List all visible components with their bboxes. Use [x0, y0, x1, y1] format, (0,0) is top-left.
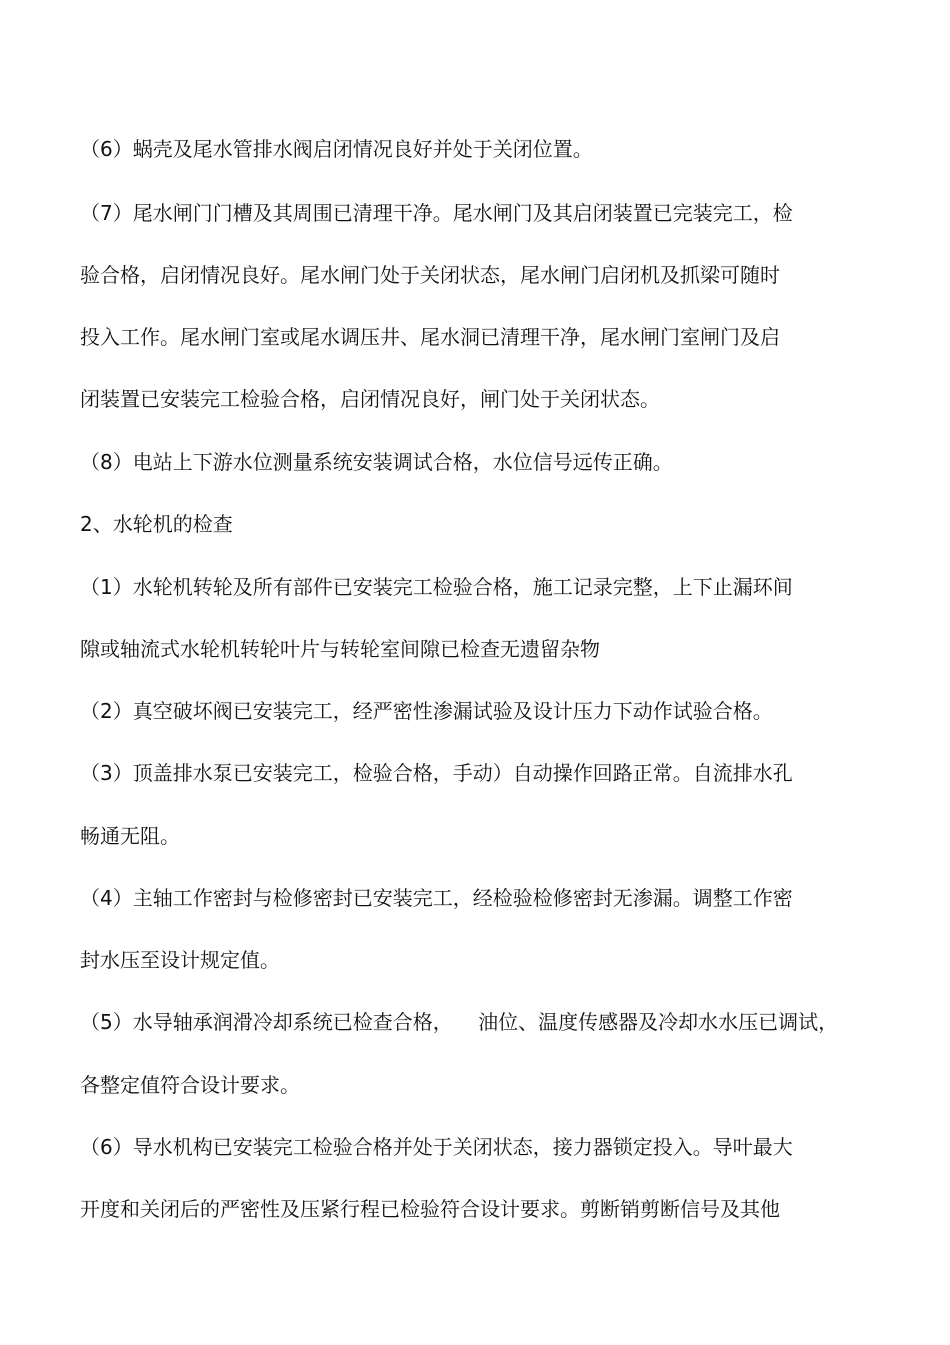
text-line: （4）主轴工作密封与检修密封已安装完工，经检验检修密封无渗漏。调整工作密	[80, 886, 793, 910]
text-line: （5）水导轴承润滑冷却系统已检查合格， 油位、温度传感器及冷却水水压已调试，	[80, 1010, 839, 1034]
text-line: （2）真空破坏阀已安装完工，经严密性渗漏试验及设计压力下动作试验合格。	[80, 699, 773, 723]
text-line: （6）蜗壳及尾水管排水阀启闭情况良好并处于关闭位置。	[80, 137, 593, 161]
text-line: （1）水轮机转轮及所有部件已安装完工检验合格，施工记录完整，上下止漏环间	[80, 575, 793, 599]
text-line: 开度和关闭后的严密性及压紧行程已检验符合设计要求。剪断销剪断信号及其他	[80, 1197, 780, 1221]
section-heading: 2、水轮机的检查	[80, 512, 233, 536]
text-line: 投入工作。尾水闸门室或尾水调压井、尾水洞已清理干净，尾水闸门室闸门及启	[80, 325, 780, 349]
text-line: 验合格，启闭情况良好。尾水闸门处于关闭状态，尾水闸门启闭机及抓梁可随时	[80, 263, 780, 287]
text-line: 各整定值符合设计要求。	[80, 1073, 300, 1097]
text-line: （8）电站上下游水位测量系统安装调试合格，水位信号远传正确。	[80, 450, 673, 474]
text-line: （6）导水机构已安装完工检验合格并处于关闭状态，接力器锁定投入。导叶最大	[80, 1135, 793, 1159]
text-line: （3）顶盖排水泵已安装完工，检验合格，手动）自动操作回路正常。自流排水孔	[80, 761, 793, 785]
text-line: （7）尾水闸门门槽及其周围已清理干净。尾水闸门及其启闭装置已完装完工，检	[80, 201, 793, 225]
text-line: 闭装置已安装完工检验合格，启闭情况良好，闸门处于关闭状态。	[80, 387, 660, 411]
text-line: 隙或轴流式水轮机转轮叶片与转轮室间隙已检查无遗留杂物	[80, 637, 600, 661]
text-line: 封水压至设计规定值。	[80, 948, 280, 972]
text-line: 畅通无阻。	[80, 824, 180, 848]
